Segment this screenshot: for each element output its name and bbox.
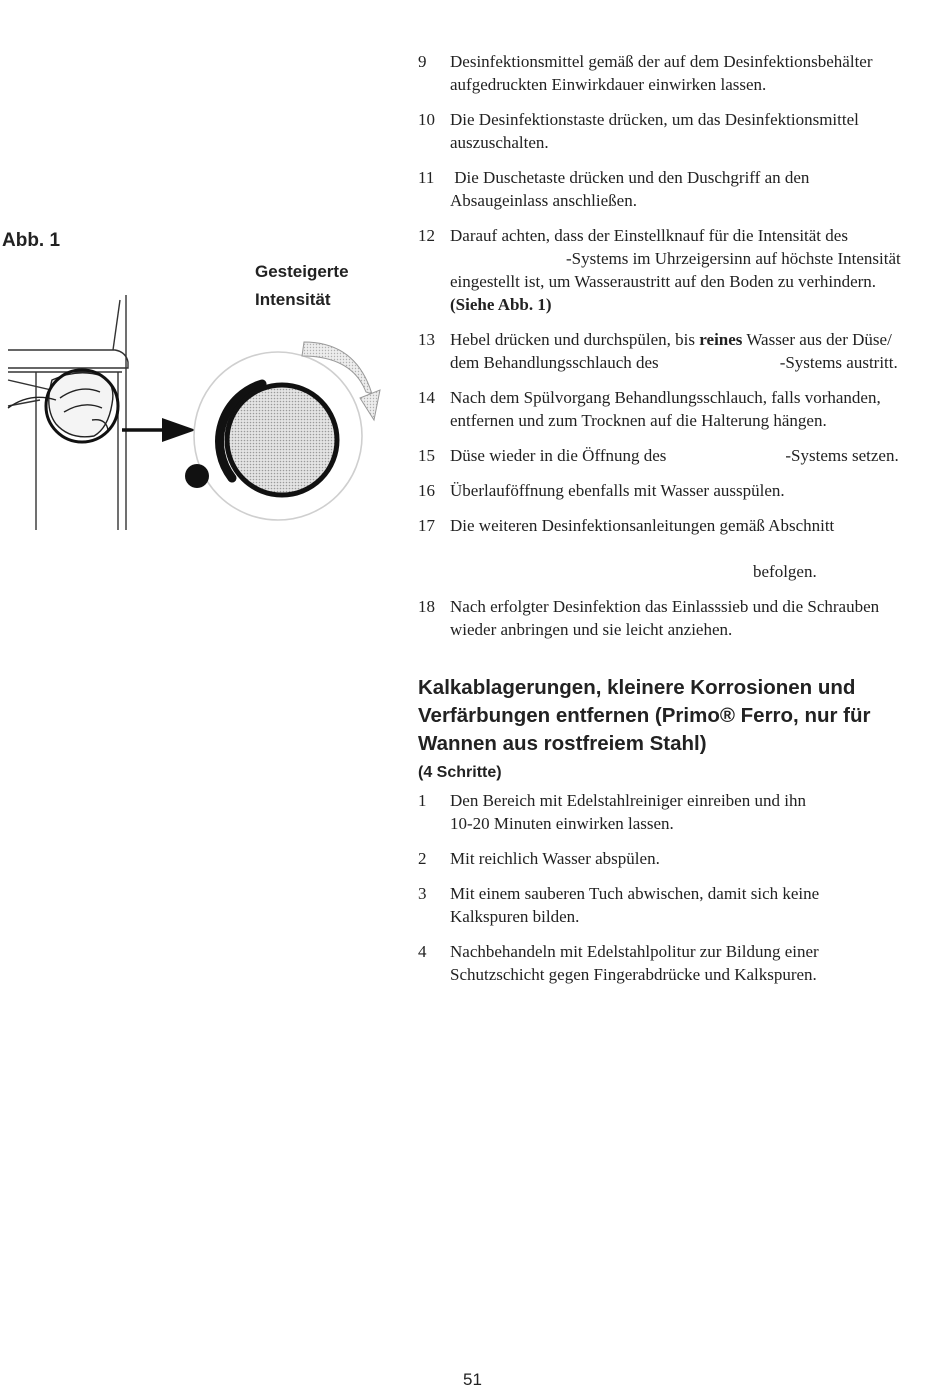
step-text: aufgedruckten Einwirkdauer einwirken lassen. [450,75,767,94]
list-item [418,789,950,835]
step-number: 18 [418,597,435,616]
step-text: befolgen. [753,562,817,581]
step-text: Absaugeinlass anschließen. [450,191,637,210]
list-item [418,444,950,467]
step-number: 4 [418,942,427,961]
step-text: -Systems austritt. [779,353,898,372]
step-text: Kalkspuren bilden. [450,907,580,926]
list-item [418,940,950,986]
knob-dial [227,385,337,495]
step-text: Die weiteren Desinfektionsanleitungen gemäß Abschnitt [450,516,835,535]
list-item [418,595,950,641]
step-text-line [450,351,950,374]
disinfection-steps-list [418,50,950,653]
list-item [418,847,950,870]
step-text: entfernen und zum Trocknen auf die Halterung hängen. [450,411,827,430]
step-number: 2 [418,849,427,868]
zoom-arrow-head [162,418,196,442]
step-text: dem Behandlungsschlauch des [450,353,659,372]
step-number: 13 [418,330,435,349]
step-number: 9 [418,52,427,71]
blank-line [450,537,950,560]
list-item [418,224,950,316]
step-number: 14 [418,388,435,407]
step-text: -Systems im Uhrzeigersinn auf höchste Intensität [566,249,901,268]
step-text: Nachbehandeln mit Edelstahlpolitur zur Bildung einer [450,942,819,961]
rotation-arrow-head [360,390,380,420]
step-number: 1 [418,791,427,810]
step-text: Mit einem sauberen Tuch abwischen, damit sich keine [450,884,820,903]
list-item [418,514,950,583]
step-number: 3 [418,884,427,903]
step-number: 15 [418,446,435,465]
step-text: Düse wieder in die Öffnung des [450,446,667,465]
figure-label: Abb. 1 [2,230,61,251]
intensity-knob-illustration [0,280,390,535]
caption-line-1: Gesteigerte [255,262,349,281]
knob-indicator-dot [185,464,209,488]
list-item [418,386,950,432]
step-text: Den Bereich mit Edelstahlreiniger einreiben und ihn [450,791,806,810]
list-item [418,166,950,212]
step-text-line [450,444,950,467]
step-text-line [450,247,950,270]
section-title-line: Kalkablagerungen, kleinere Korrosionen und [418,676,856,699]
step-text: Hebel drücken und durchspülen, bis [450,330,700,349]
step-text: Schutzschicht gegen Fingerabdrücke und Kalkspuren. [450,965,817,984]
step-text: Mit reichlich Wasser abspülen. [450,849,660,868]
step-text: -Systems setzen. [785,446,899,465]
caption-line-2: Intensität [255,290,331,309]
step-reference: (Siehe Abb. 1) [450,295,552,314]
section-title [418,674,948,758]
step-text: Nach dem Spülvorgang Behandlungsschlauch, falls vorhanden, [450,388,881,407]
step-text: 10-20 Minuten einwirken lassen. [450,814,674,833]
list-item [418,479,950,502]
step-text: auszuschalten. [450,133,549,152]
step-text: wieder anbringen und sie leicht anziehen. [450,620,733,639]
step-number: 12 [418,226,435,245]
list-item [418,882,950,928]
list-item [418,50,950,96]
step-number: 10 [418,110,435,129]
step-text: Die Duschetaste drücken und den Duschgriff an den [450,168,810,187]
step-number: 17 [418,516,435,535]
step-text: eingestellt ist, um Wasseraustritt auf den Boden zu verhindern. [450,272,877,291]
section-subtitle: (4 Schritte) [418,764,502,781]
step-emphasis: reines [699,330,743,349]
step-text-line [450,328,950,351]
list-item [418,108,950,154]
list-item [418,328,950,374]
step-number: 11 [418,168,435,187]
hand-on-knob [8,373,113,437]
page-number: 51 [463,1370,482,1389]
descaling-steps-list [418,789,950,998]
step-number: 16 [418,481,435,500]
step-text: Nach erfolgter Desinfektion das Einlasssieb und die Schrauben [450,597,880,616]
step-text: Wasser aus der Düse/ [742,330,892,349]
step-text: Darauf achten, dass der Einstellknauf für die Intensität des [450,226,848,245]
step-text: Überlauföffnung ebenfalls mit Wasser ausspülen. [450,481,785,500]
step-text: Desinfektionsmittel gemäß der auf dem Desinfektionsbehälter [450,52,873,71]
step-text: Die Desinfektionstaste drücken, um das Desinfektionsmittel [450,110,859,129]
section-title-line: Verfärbungen entfernen (Primo® Ferro, nur für [418,704,871,727]
section-title-line: Wannen aus rostfreiem Stahl) [418,732,707,755]
